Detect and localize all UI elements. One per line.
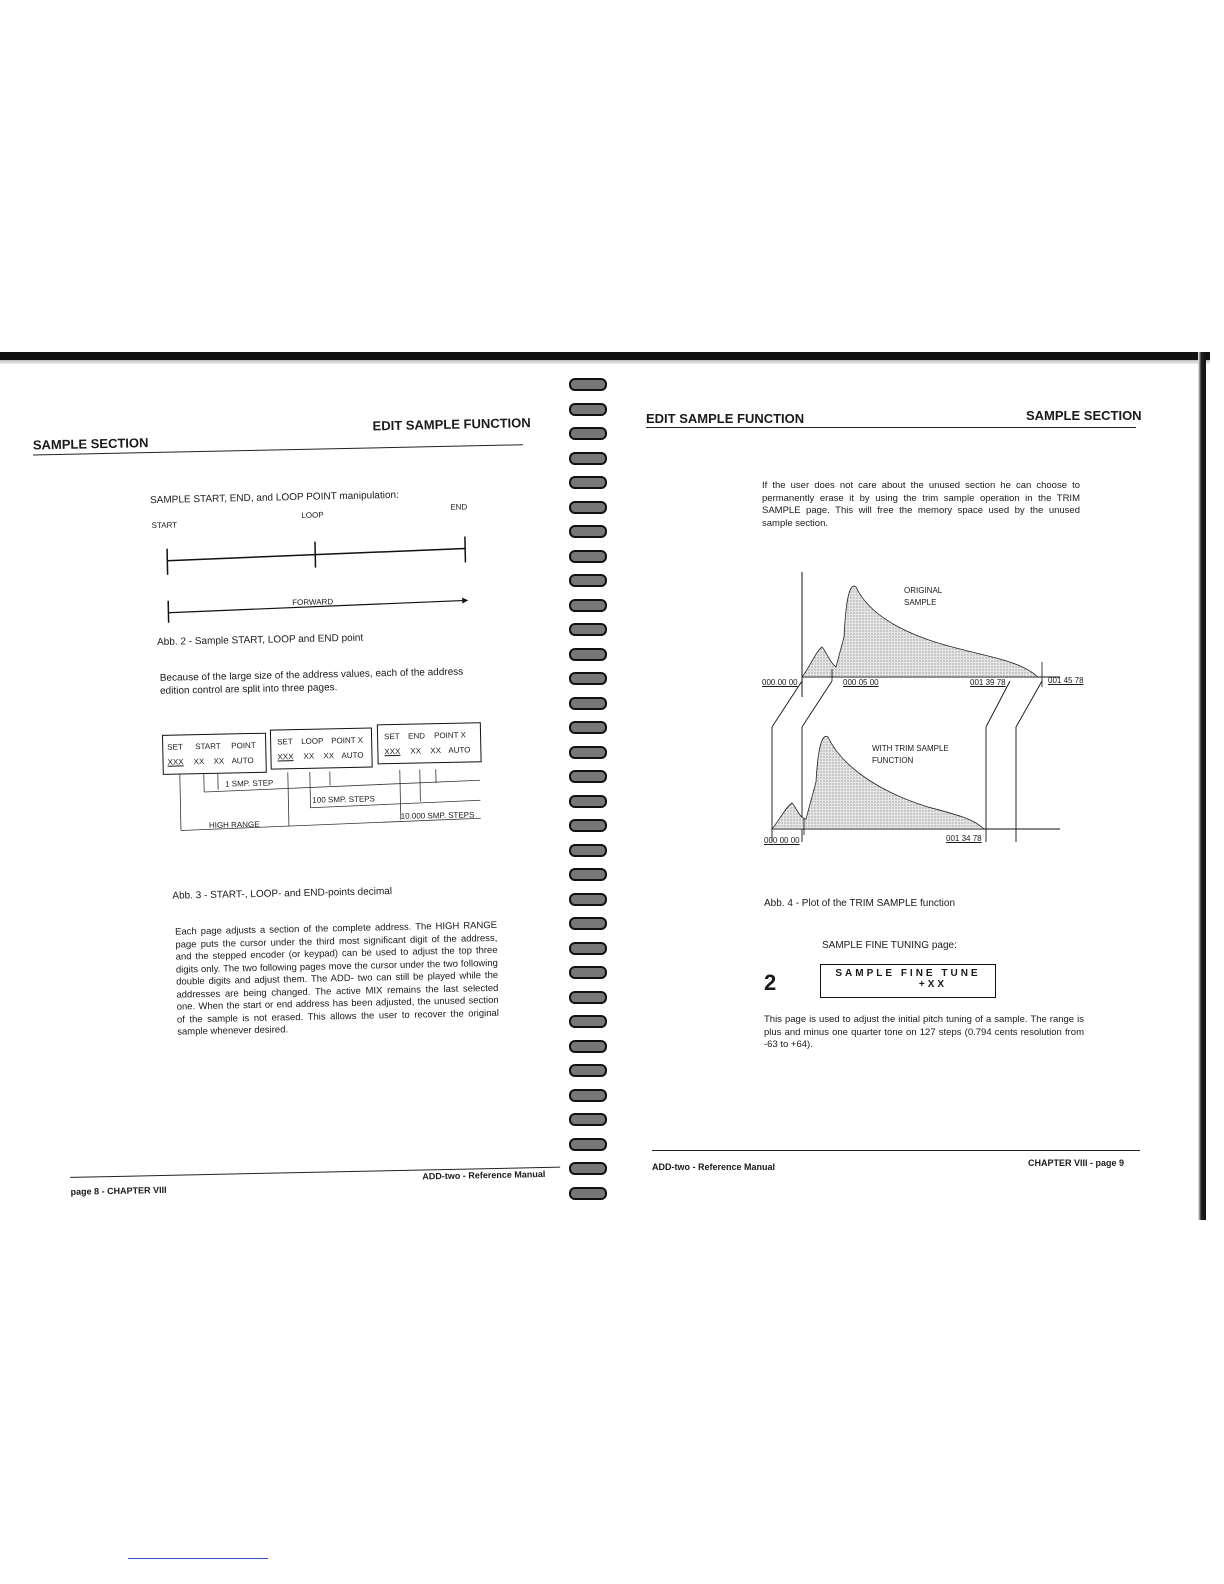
fine-tune-line1: SAMPLE FINE TUNE xyxy=(835,968,981,979)
fine-tune-line2: +XX xyxy=(918,979,948,990)
label-sample: SAMPLE xyxy=(904,598,937,607)
address-new-end: 001 34 78 xyxy=(946,834,982,843)
lcd-text: XX xyxy=(303,751,315,761)
page-number-2: 2 xyxy=(764,970,777,995)
lcd-text: START xyxy=(195,741,221,752)
label-function: FUNCTION xyxy=(872,756,914,765)
right-footer-rule xyxy=(652,1150,1140,1151)
label-high-range: HIGH RANGE xyxy=(208,819,260,830)
label-end: END xyxy=(450,502,468,512)
lcd-text: XX xyxy=(410,746,422,756)
label-100-smp-steps: 100 SMP. STEPS xyxy=(312,794,376,805)
lcd-text: POINT xyxy=(231,740,256,751)
left-footer-manual: ADD-two - Reference Manual xyxy=(422,1168,546,1182)
paragraph-fine-tune: This page is used to adjust the initial pitch tuning of a sample. The range is plus and minus one quarter tone on 127 steps (0.794 cents resolution from -63 to +64). xyxy=(764,1014,1084,1050)
address-end-trim: 001 39 78 xyxy=(970,678,1006,687)
lcd-text: XXX xyxy=(277,752,294,762)
label-10000-smp-steps: 10.000 SMP. STEPS xyxy=(400,810,475,821)
lcd-text: AUTO xyxy=(231,755,254,766)
paragraph-trim: If the user does not care about the unused section he can choose to permanently erase it by using the trim sample operation in the TRIM SAMPLE page. This will free the memory space used by the unused sample section. xyxy=(762,480,1080,529)
lcd-text: XX xyxy=(193,757,205,767)
lcd-text: SET xyxy=(277,737,293,747)
lcd-text: LOOP xyxy=(301,736,324,746)
label-original: ORIGINAL xyxy=(904,586,943,595)
scan-artifact-line xyxy=(128,1558,268,1559)
paragraph-address: Because of the large size of the address values, each of the address edition control are split into three pages. xyxy=(159,666,464,697)
lcd-text: POINT X xyxy=(433,730,467,741)
lcd-text: XX xyxy=(323,751,335,761)
lcd-text: END xyxy=(407,731,426,741)
lcd-sample-fine-tune xyxy=(820,964,996,998)
paragraph-high-range: Each page adjusts a section of the complete address. The HIGH RANGE page puts the cursor under the third most significant digit of the address, and the stepped encoder (or keypad) can be used to adjust the top three digits only. The two following pages move the cursor under the two following double digits and adjust them. The ADD- two can still be played while the addresses are being changed. The active MIX remains the last selected one. When the start or end address has been adjusted, the unused section of the sample is not erased. This allows the user to recover the original sample whenever desired. xyxy=(175,919,499,1038)
right-footer-manual: ADD-two - Reference Manual xyxy=(652,1162,776,1172)
label-with-trim-sample: WITH TRIM SAMPLE xyxy=(872,744,949,753)
right-header-function: EDIT SAMPLE FUNCTION xyxy=(646,411,805,426)
address-end-original: 001 45 78 xyxy=(1048,676,1084,685)
lcd-text: SET xyxy=(383,731,400,742)
left-header-section: SAMPLE SECTION xyxy=(32,435,149,453)
lcd-text: AUTO xyxy=(341,750,364,761)
lcd-text: POINT X xyxy=(331,735,364,746)
label-start: START xyxy=(151,520,178,531)
right-header-rule xyxy=(646,427,1136,428)
address-new-start: 000 00 00 xyxy=(764,836,800,845)
lcd-text: XXX xyxy=(384,746,401,757)
caption-abb2: Abb. 2 - Sample START, LOOP and END point xyxy=(156,632,364,648)
lcd-text: SET xyxy=(167,742,183,752)
left-footer-page: page 8 - CHAPTER VIII xyxy=(70,1184,167,1197)
label-1-smp-step: 1 SMP. STEP xyxy=(224,778,274,789)
trim-sample-plot xyxy=(760,567,1070,852)
caption-abb3: Abb. 3 - START-, LOOP- and END-points decimal xyxy=(172,886,393,902)
label-forward: FORWARD xyxy=(292,597,334,608)
caption-abb4: Abb. 4 - Plot of the TRIM SAMPLE function xyxy=(764,898,956,909)
fine-tuning-title: SAMPLE FINE TUNING page: xyxy=(822,940,957,951)
right-footer-page: CHAPTER VIII - page 9 xyxy=(1028,1158,1125,1168)
lcd-text: AUTO xyxy=(448,745,471,755)
lcd-text: XX xyxy=(430,746,442,756)
right-header-section: SAMPLE SECTION xyxy=(1026,408,1142,423)
book-spread-right xyxy=(0,352,1224,1220)
address-start-original: 000 00 00 xyxy=(762,678,798,687)
lcd-text: XX xyxy=(213,756,225,766)
label-loop: LOOP xyxy=(301,510,324,520)
right-page xyxy=(0,352,1224,1220)
left-header-function: EDIT SAMPLE FUNCTION xyxy=(372,415,531,434)
diagram1-title: SAMPLE START, END, and LOOP POINT manipulation: xyxy=(149,489,399,507)
address-start-trim: 000 05 00 xyxy=(843,678,879,687)
lcd-text: XXX xyxy=(167,757,184,767)
